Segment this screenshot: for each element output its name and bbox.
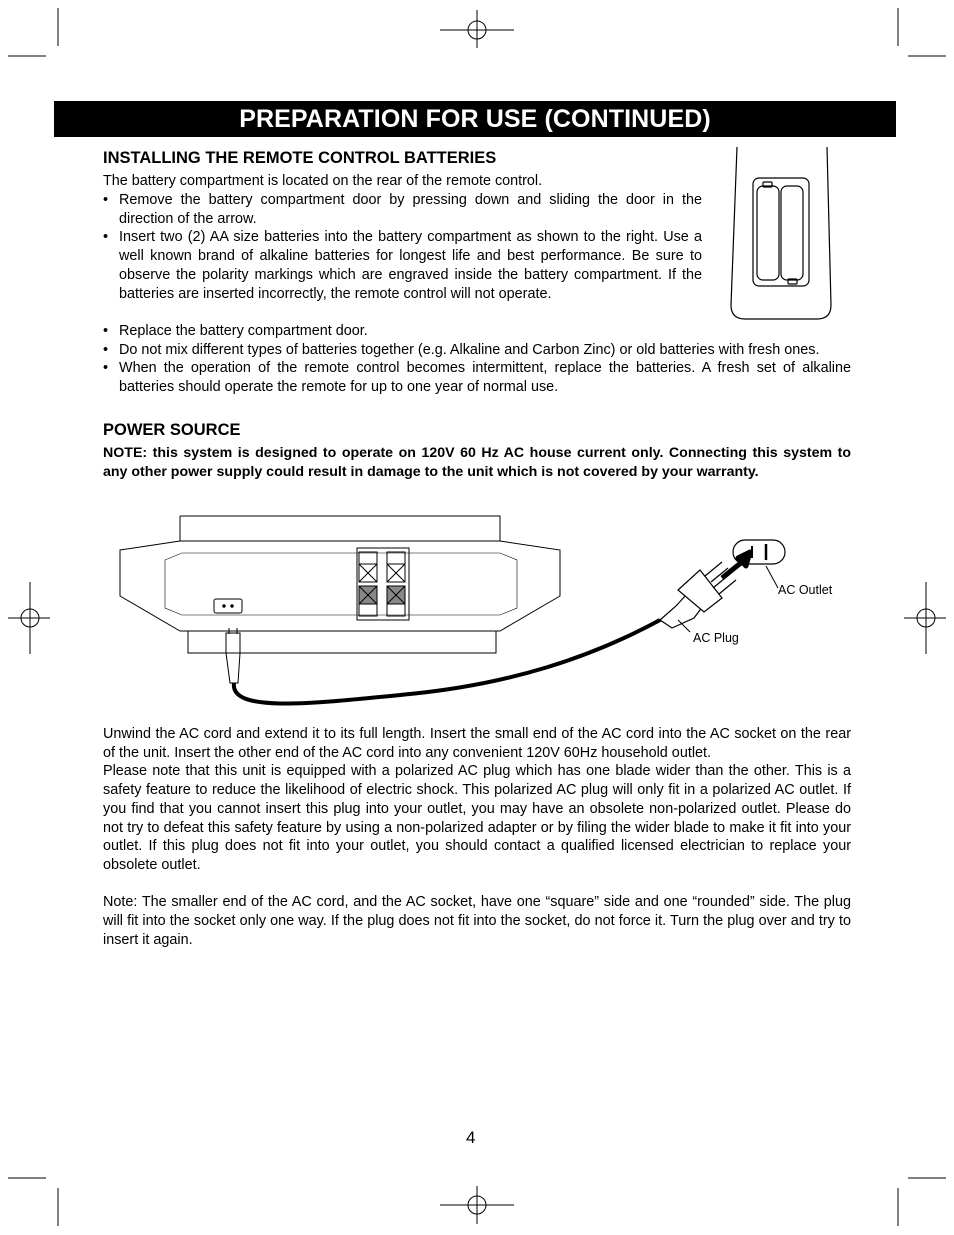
ac-plug — [660, 562, 736, 628]
power-paragraph-3: Note: The smaller end of the AC cord, and the AC socket, have one “square” side and one “rounded” side. The plug will fit into the socket only one way. If the plug does not fit into the socket, do not force it. Turn the plug over and try to insert it again. — [103, 894, 851, 948]
insert-arrow — [722, 552, 750, 578]
battery-intro-text: The battery compartment is located on the rear of the remote control. — [103, 173, 543, 189]
ac-outlet-label: AC Outlet — [778, 583, 833, 597]
battery-section-heading: INSTALLING THE REMOTE CONTROL BATTERIES — [103, 149, 497, 167]
registration-mark-top — [440, 10, 514, 48]
power-warning-note: NOTE: this system is designed to operate on 120V 60 Hz AC house current only. Connecting this system to any other power supply could result in damage to the unit which is not covered by your warranty. — [103, 445, 851, 480]
ac-cord — [234, 620, 660, 704]
title-banner — [54, 101, 896, 137]
battery-bullet-3: • Replace the battery compartment door. — [103, 322, 851, 341]
power-section-heading: POWER SOURCE — [103, 421, 241, 439]
remote-battery-compartment-illustration — [725, 145, 835, 323]
power-paragraph-2: Please note that this unit is equipped with a polarized AC plug which has one blade wider than the other. This is a safety feature to reduce the likelihood of electric shock. This polarized AC plug will only fit in a polarized AC outlet. If you find that you cannot insert this plug into your outlet, you may have an obsolete non-polarized outlet. Please do not try to defeat this safety feature by using a non-polarized adapter or by filing the wider blade to make it fit into your outlet. If this plug does not fit into your outlet, you should contact a qualified licensed electrician to replace your obsolete outlet. — [103, 763, 851, 873]
power-connection-diagram — [110, 508, 810, 708]
battery-bullet-4: • Do not mix different types of batteries together (e.g. Alkaline and Carbon Zinc) or old batteries with fresh ones. — [103, 341, 851, 360]
power-instructions — [103, 725, 851, 949]
battery-bullet-2: • Insert two (2) AA size batteries into the battery compartment as shown to the right. Use a well known brand of alkaline batteries for longest life and best performance. Be sure to observe the polarity markings which are engraved inside the battery compartment. If the batteries are inserted incorrectly, the remote control will not operate. — [103, 228, 702, 303]
page-number: 4 — [466, 1128, 476, 1147]
registration-mark-bottom — [440, 1186, 514, 1224]
cord-small-end — [226, 633, 240, 683]
unit-rear-panel — [120, 541, 560, 631]
ac-socket — [214, 599, 242, 613]
battery-bullets-lower — [103, 322, 851, 397]
registration-mark-right — [904, 582, 946, 654]
ac-plug-label: AC Plug — [693, 631, 739, 645]
battery-bullet-5: • When the operation of the remote control becomes intermittent, replace the batteries. A fresh set of alkaline batteries should operate the remote for up to one year of normal use. — [103, 359, 851, 396]
power-paragraph-1: Unwind the AC cord and extend it to its full length. Insert the small end of the AC cord into the AC socket on the rear of the unit. Insert the other end of the AC cord into any convenient 120V 60Hz household outlet. — [103, 726, 851, 761]
speaker-terminals — [357, 548, 409, 620]
battery-bullet-1: • Remove the battery compartment door by pressing down and sliding the door in the direction of the arrow. — [103, 191, 702, 228]
battery-bullets-upper — [103, 191, 702, 303]
unit-top-edge — [180, 516, 500, 541]
registration-mark-left — [8, 582, 50, 654]
page-title: PREPARATION FOR USE (CONTINUED) — [239, 105, 711, 133]
